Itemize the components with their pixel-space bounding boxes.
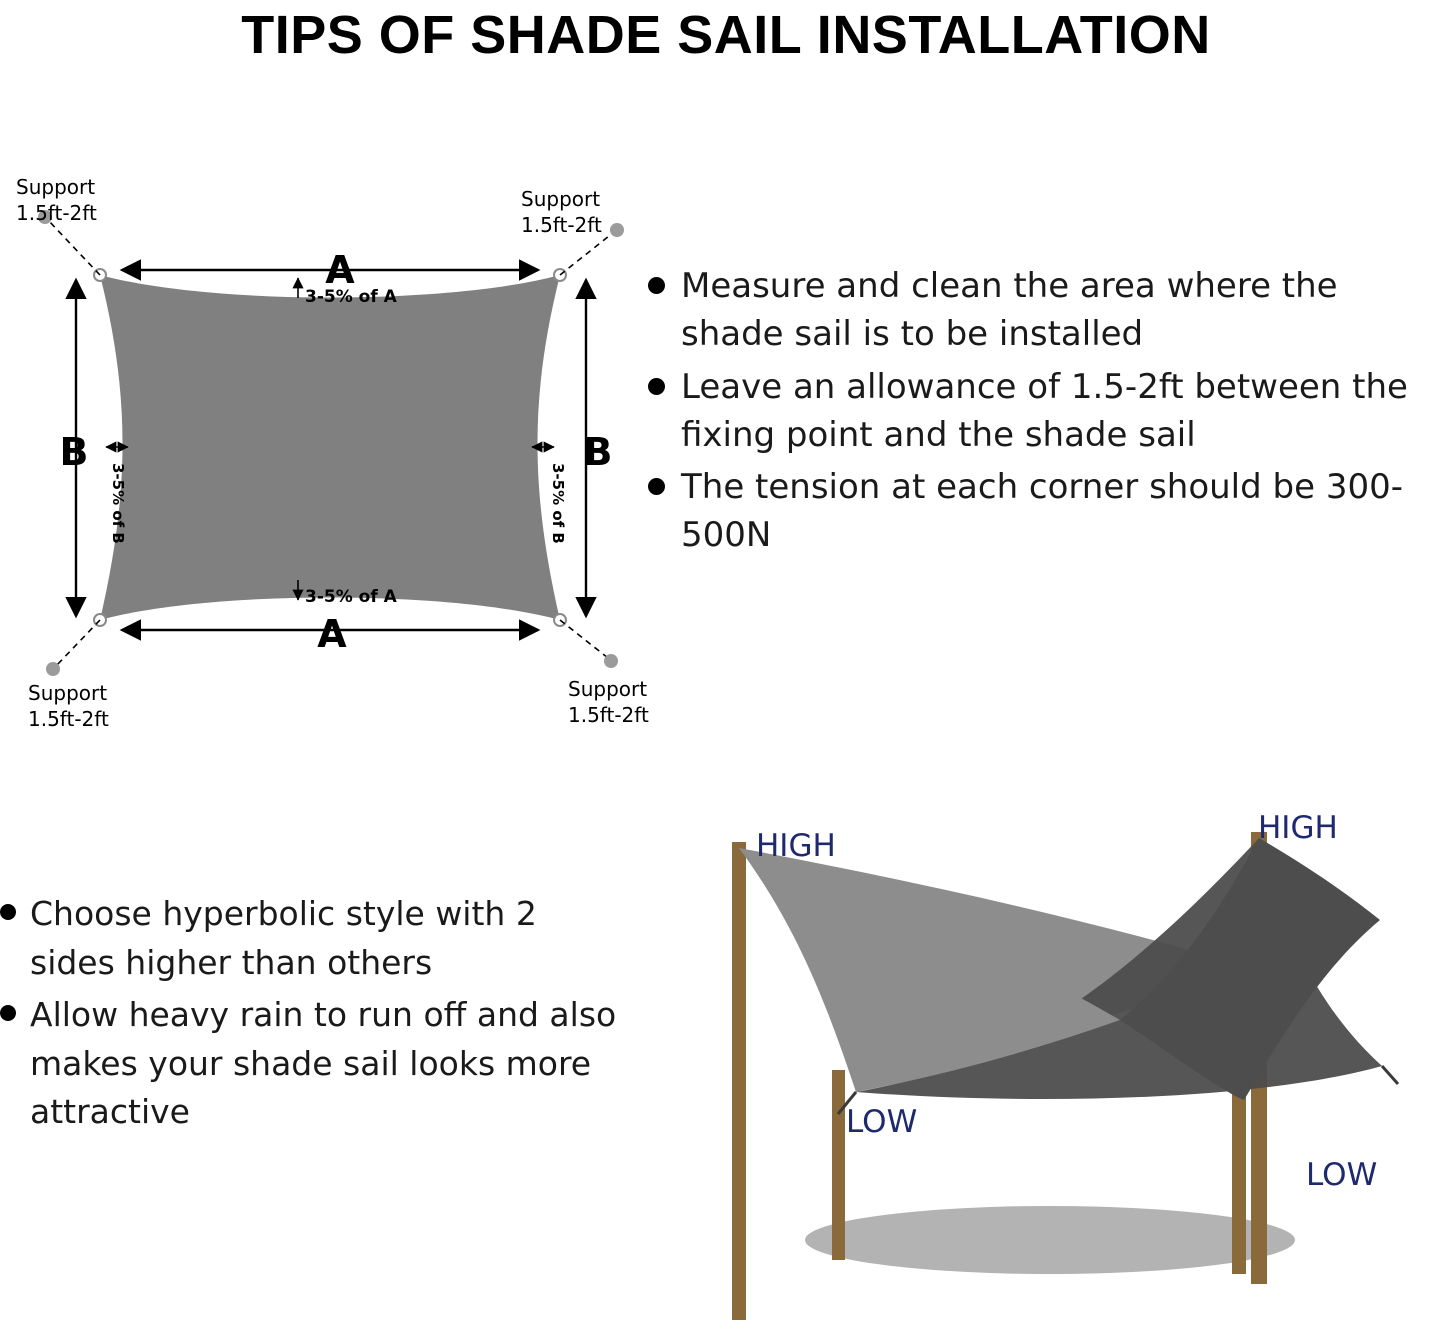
rectangular-shade-sail-measurement-diagram (0, 150, 660, 740)
bullet-dot-icon (648, 478, 665, 495)
label-high-right: HIGH (1258, 810, 1338, 846)
support-line-top-right (560, 232, 614, 275)
page-title: TIPS OF SHADE SAIL INSTALLATION (241, 5, 1211, 65)
support-point-bottom-right (604, 654, 618, 668)
ground-shadow (805, 1206, 1295, 1274)
post-high-left (732, 842, 746, 1320)
tips-list-top (648, 262, 1448, 564)
tip-text: The tension at each corner should be 300-500N (681, 467, 1403, 556)
support-label-top-right-line1: Support (521, 187, 601, 211)
tie-line-low-right (1382, 1066, 1398, 1084)
dimension-label-b-left: B (59, 430, 89, 474)
support-line-bottom-right (560, 620, 608, 658)
list-item (648, 463, 1448, 560)
dimension-label-b-right: B (583, 430, 613, 474)
curve-label-b-left: 3-5% of B (109, 463, 127, 544)
label-low-left: LOW (846, 1104, 918, 1140)
bullet-dot-icon (648, 277, 665, 294)
bullet-dot-icon (648, 378, 665, 395)
bullet-dot-icon (0, 1005, 16, 1021)
curve-label-a-top: 3-5% of A (305, 287, 397, 307)
post-low-right (1232, 1092, 1246, 1274)
bullet-dot-icon (0, 904, 16, 920)
curve-label-a-bottom: 3-5% of A (305, 587, 397, 607)
support-label-top-right-line2: 1.5ft-2ft (521, 213, 602, 237)
list-item (648, 262, 1448, 359)
support-line-bottom-left (56, 620, 100, 666)
sail-shape (100, 275, 560, 620)
hyperbolic-shade-sail-diagram (620, 770, 1452, 1325)
dimension-label-a-bottom: A (317, 612, 347, 656)
support-point-bottom-left (46, 662, 60, 676)
support-label-top-left-line2: 1.5ft-2ft (16, 201, 97, 225)
label-low-right: LOW (1306, 1157, 1378, 1193)
list-item (0, 991, 620, 1137)
dimension-label-a-top: A (325, 248, 355, 292)
list-item (648, 363, 1448, 460)
tip-text: Choose hyperbolic style with 2 sides higher than others (30, 894, 537, 982)
label-high-left: HIGH (756, 828, 836, 864)
tip-text: Measure and clean the area where the shade sail is to be installed (681, 266, 1338, 355)
support-line-top-left (48, 220, 100, 275)
support-label-top-left-line1: Support (16, 175, 96, 199)
support-label-bottom-right-line1: Support (568, 677, 648, 701)
post-low-left (832, 1070, 845, 1260)
tips-list-bottom (0, 890, 620, 1141)
tip-text: Leave an allowance of 1.5-2ft between the fixing point and the shade sail (681, 366, 1408, 455)
curve-label-b-right: 3-5% of B (549, 463, 567, 544)
support-point-top-right (610, 223, 624, 237)
support-label-bottom-right-line2: 1.5ft-2ft (568, 703, 649, 727)
list-item (0, 890, 620, 987)
tip-text: Allow heavy rain to run off and also makes your shade sail looks more attractive (30, 995, 617, 1131)
support-label-bottom-left-line2: 1.5ft-2ft (28, 707, 109, 731)
support-label-bottom-left-line1: Support (28, 681, 108, 705)
